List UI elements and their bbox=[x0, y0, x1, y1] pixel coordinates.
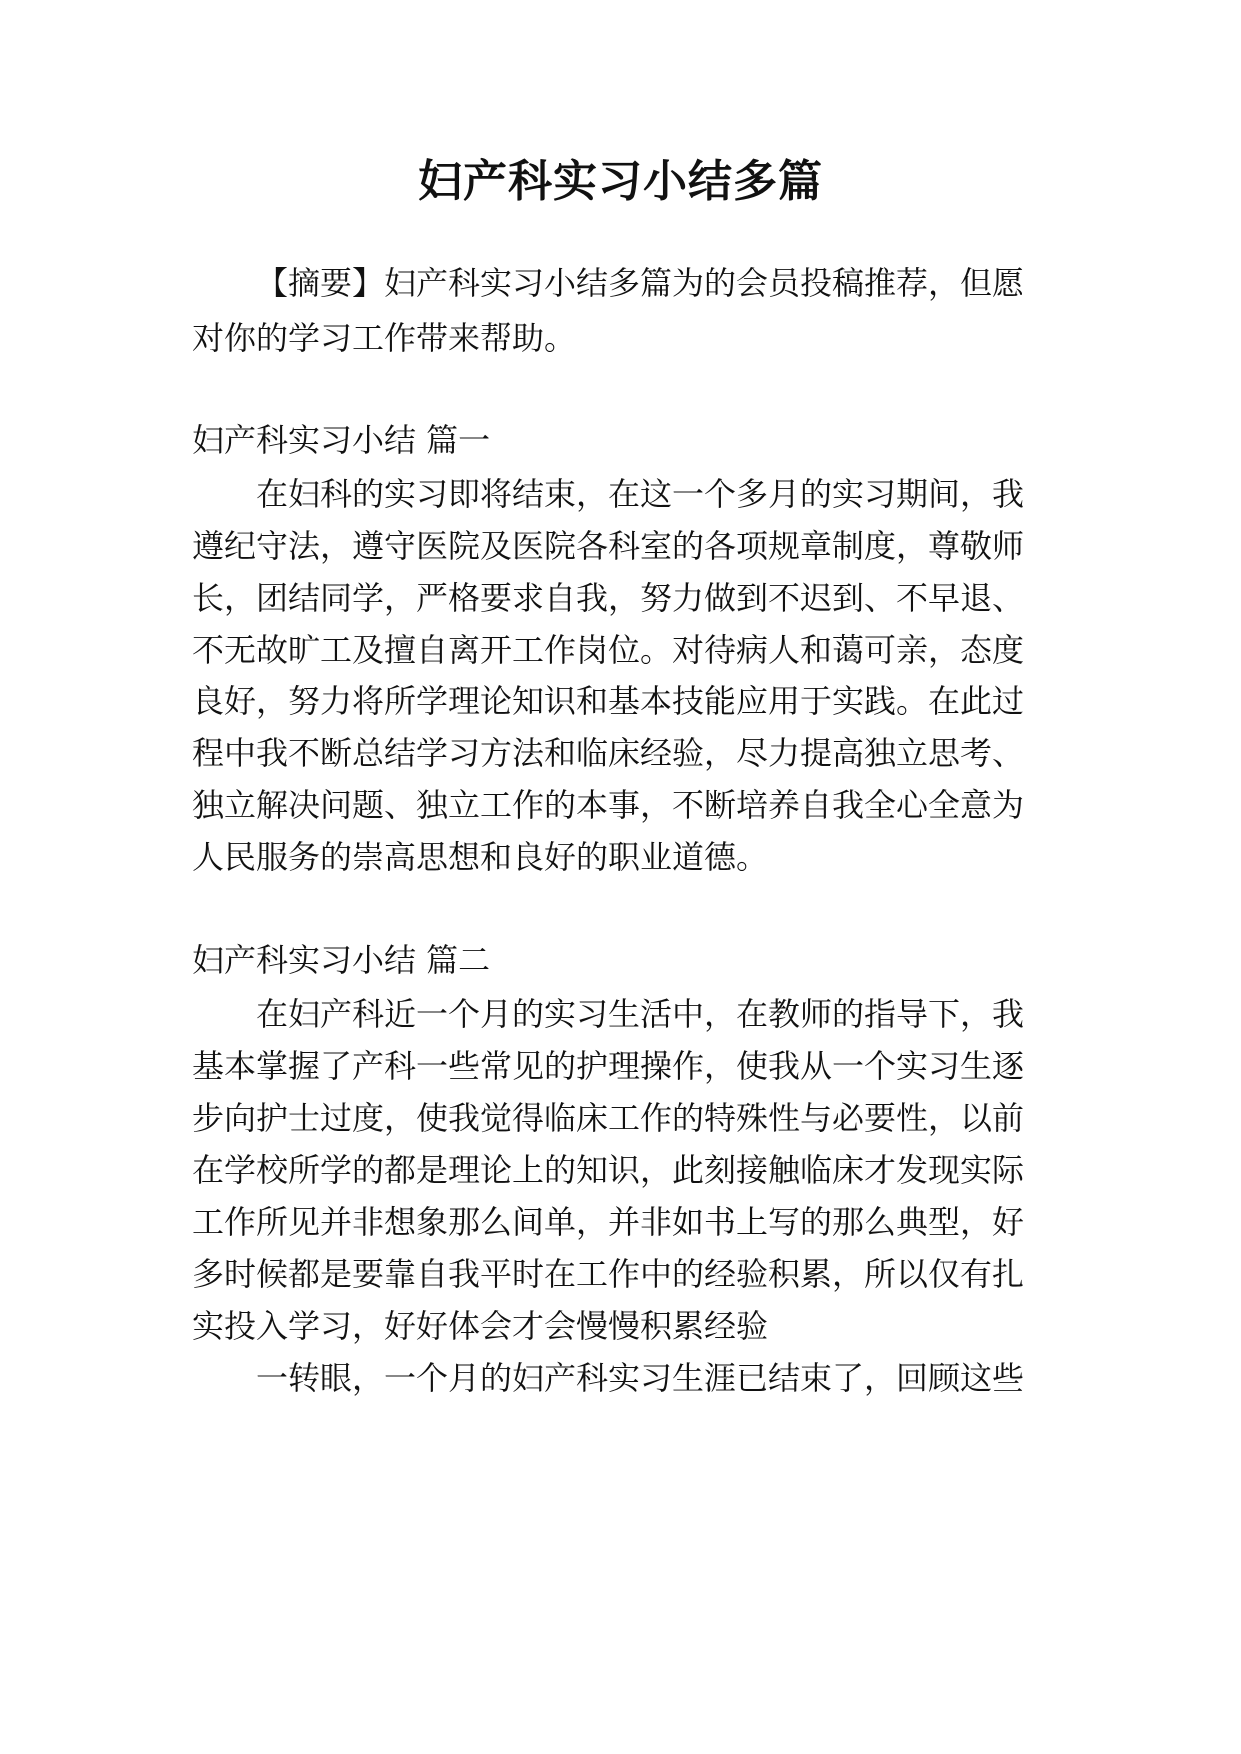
paragraph-line: 在妇科的实习即将结束，在这一个多月的实习期间，我 bbox=[256, 475, 1025, 513]
abstract-line: 【摘要】妇产科实习小结多篇为的会员投稿推荐，但愿 bbox=[256, 264, 1025, 302]
document-title: 妇产科实习小结多篇 bbox=[418, 156, 823, 207]
section-heading: 妇产科实习小结 篇一 bbox=[192, 421, 491, 459]
abstract-line: 对你的学习工作带来帮助。 bbox=[192, 319, 577, 357]
paragraph-line: 良好，努力将所学理论知识和基本技能应用于实践。在此过 bbox=[192, 682, 1025, 720]
paragraph-line: 多时候都是要靠自我平时在工作中的经验积累，所以仅有扎 bbox=[192, 1255, 1025, 1293]
paragraph-line: 工作所见并非想象那么间单，并非如书上写的那么典型，好 bbox=[192, 1203, 1025, 1241]
section-heading: 妇产科实习小结 篇二 bbox=[192, 941, 491, 979]
paragraph-line: 长，团结同学，严格要求自我，努力做到不迟到、不早退、 bbox=[192, 579, 1025, 617]
paragraph-line: 步向护士过度，使我觉得临床工作的特殊性与必要性，以前 bbox=[192, 1099, 1025, 1137]
paragraph-line: 程中我不断总结学习方法和临床经验，尽力提高独立思考、 bbox=[192, 734, 1025, 772]
paragraph-line: 在学校所学的都是理论上的知识，此刻接触临床才发现实际 bbox=[192, 1151, 1025, 1189]
paragraph-line: 在妇产科近一个月的实习生活中，在教师的指导下，我 bbox=[256, 995, 1025, 1033]
paragraph-line: 一转眼，一个月的妇产科实习生涯已结束了，回顾这些 bbox=[256, 1359, 1025, 1397]
paragraph-line: 人民服务的崇高思想和良好的职业道德。 bbox=[192, 838, 769, 876]
paragraph-line: 不无故旷工及擅自离开工作岗位。对待病人和蔼可亲，态度 bbox=[192, 631, 1025, 669]
paragraph-line: 实投入学习，好好体会才会慢慢积累经验 bbox=[192, 1307, 769, 1345]
paragraph-line: 基本掌握了产科一些常见的护理操作，使我从一个实习生逐 bbox=[192, 1047, 1025, 1085]
paragraph-line: 遵纪守法，遵守医院及医院各科室的各项规章制度，尊敬师 bbox=[192, 527, 1025, 565]
paragraph-line: 独立解决问题、独立工作的本事，不断培养自我全心全意为 bbox=[192, 786, 1025, 824]
